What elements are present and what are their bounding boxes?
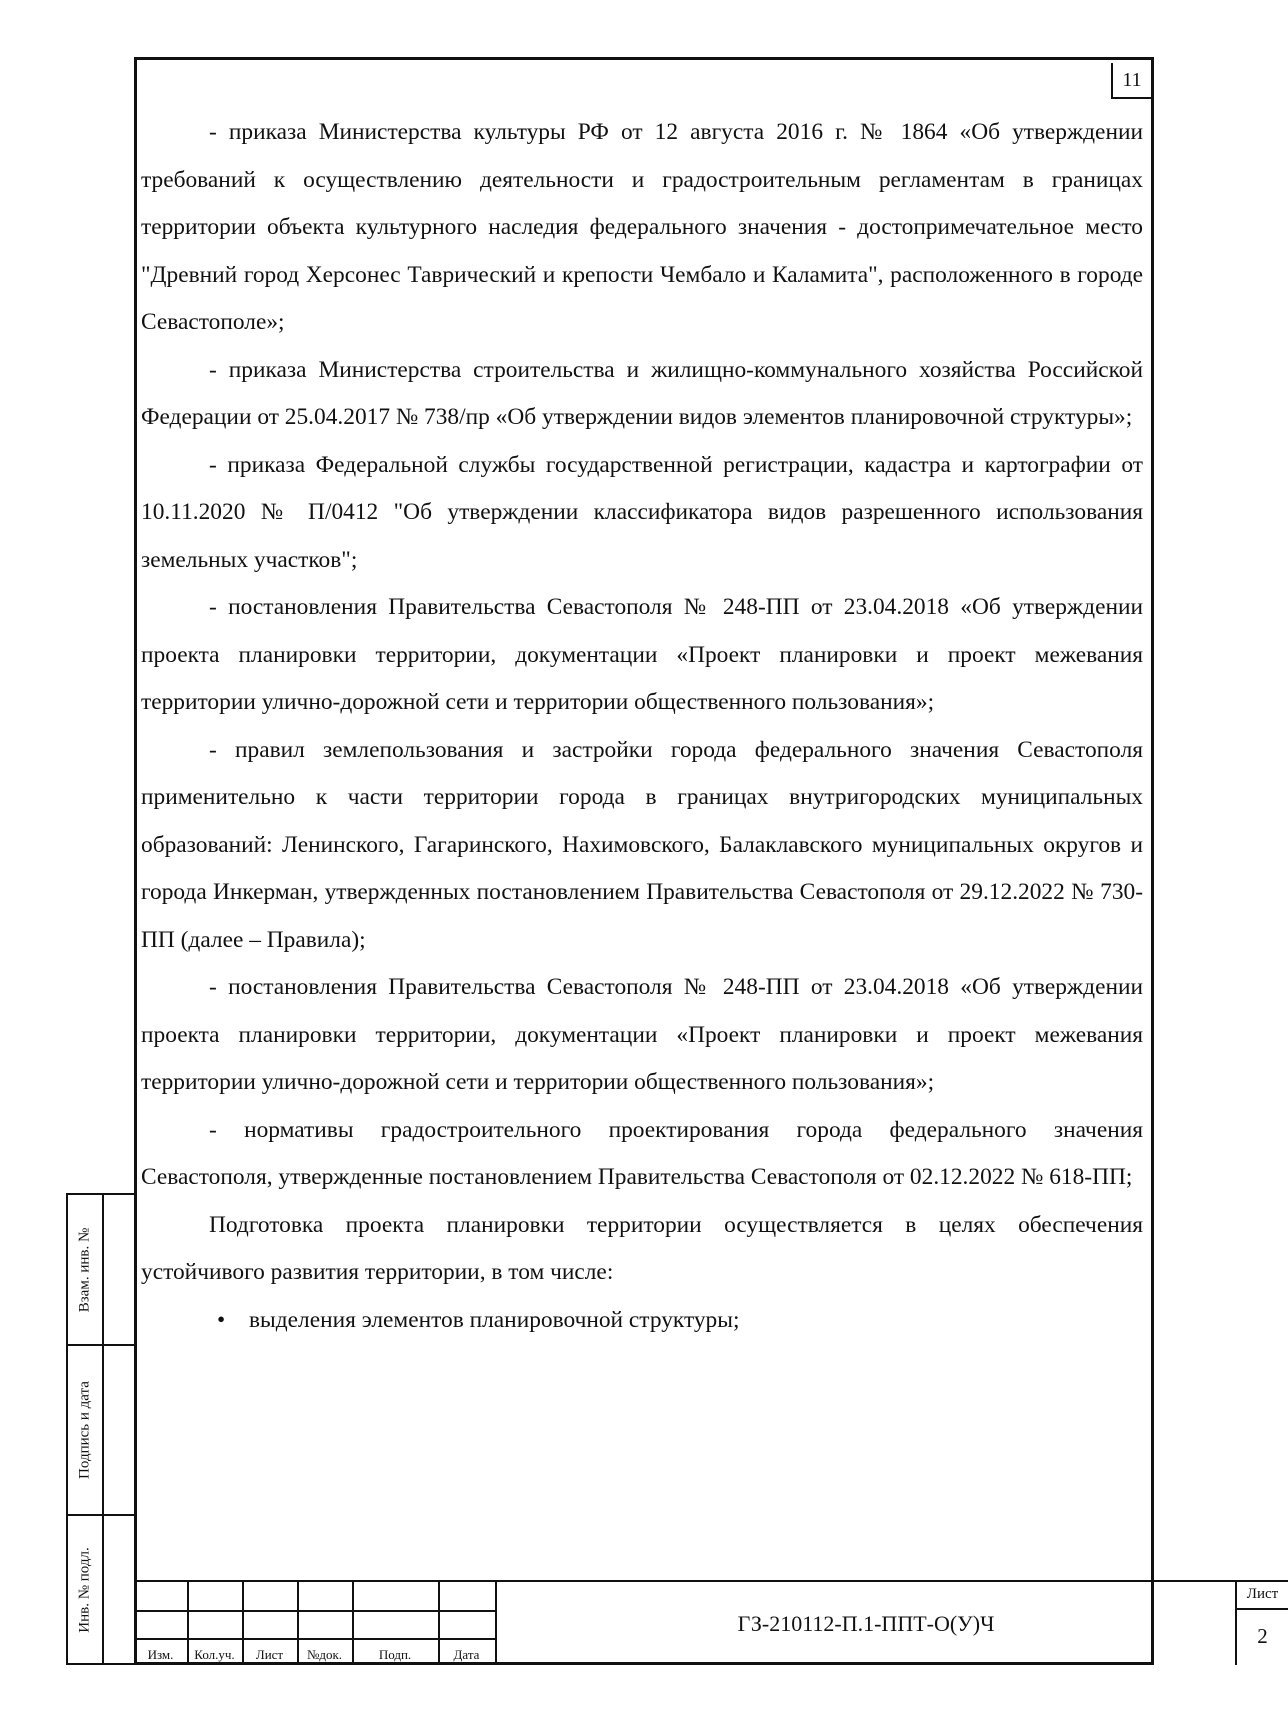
list-item-text: выделения элементов планировочной структуры; bbox=[249, 1306, 740, 1333]
sheet-number: 2 bbox=[1257, 1624, 1268, 1648]
paragraph: - приказа Федеральной службы государственной регистрации, кадастра и картографии от 10.11.2020 № П/0412 "Об утверждении классификатора видов разрешенного использования земельных участков"; bbox=[141, 451, 1143, 573]
revision-table bbox=[134, 1580, 495, 1665]
stamp-value-cell bbox=[102, 1195, 136, 1346]
stamp-value-cell bbox=[102, 1516, 136, 1663]
page-number: 11 bbox=[1111, 63, 1151, 99]
paragraph: - постановления Правительства Севастополя № 248-ПП от 23.04.2018 «Об утверждении проекта планировки территории, документации «Проект планировки и проект межевания территории улично-дорожной сети и территории общественного пользования»; bbox=[141, 974, 1143, 1095]
side-stamp bbox=[66, 1193, 134, 1665]
stamp-label-replacement-inv: Взам. инв. № bbox=[76, 1227, 93, 1312]
paragraph: - приказа Министерства культуры РФ от 12 августа 2016 г. № 1864 «Об утверждении требований к осуществлению деятельности и градостроительным регламентам в границах территории объекта культурного наследия федерального значения - достопримечательное место "Древний город Херсонес Таврический и крепости Чембало и Каламита", расположенного в городе Севастополе»; bbox=[141, 119, 1143, 335]
stamp-cell-original bbox=[68, 1516, 102, 1663]
bullet-icon: • bbox=[217, 1306, 226, 1333]
document-body bbox=[141, 109, 1143, 1344]
paragraph: - приказа Министерства строительства и жилищно-коммунального хозяйства Российской Федерации от 25.04.2017 № 738/пр «Об утверждении видов элементов планировочной структуры»; bbox=[141, 356, 1143, 430]
column-header-doc-number: №док. bbox=[306, 1647, 343, 1662]
paragraph: - постановления Правительства Севастополя № 248-ПП от 23.04.2018 «Об утверждении проекта планировки территории, документации «Проект планировки и проект межевания территории улично-дорожной сети и территории общественного пользования»; bbox=[141, 594, 1143, 715]
paragraph: - правил землепользования и застройки города федерального значения Севастополя применительно к части территории города в границах внутригородских муниципальных образований: Ленинского, Гагаринского, Нахимовского, Балаклавского муниципальных округов и города Инкерман, утвержденных постановлением Правительства Севастополя от 29.12.2022 № 730-ПП (далее – Правила); bbox=[141, 736, 1143, 953]
paragraph: - нормативы градостроительного проектирования города федерального значения Севастополя, утвержденные постановлением Правительства Севастополя от 02.12.2022 № 618-ПП; bbox=[141, 1116, 1143, 1190]
title-block bbox=[134, 1580, 1279, 1665]
column-header-change: Изм. bbox=[147, 1647, 174, 1662]
stamp-cell-replacement bbox=[68, 1195, 102, 1346]
stamp-label-signature-date: Подпись и дата bbox=[76, 1381, 93, 1479]
side-stamp-values bbox=[102, 1195, 136, 1663]
side-stamp-labels bbox=[68, 1195, 104, 1663]
column-header-count: Кол.уч. bbox=[194, 1647, 235, 1662]
stamp-cell-signature bbox=[68, 1346, 102, 1516]
column-header-date: Дата bbox=[453, 1647, 480, 1662]
paragraph: Подготовка проекта планировки территории осуществляется в целях обеспечения устойчивого развития территории, в том числе: bbox=[141, 1211, 1143, 1285]
sheet-box bbox=[1237, 1580, 1288, 1665]
sheet-label: Лист bbox=[1237, 1582, 1288, 1610]
list-item bbox=[141, 1297, 1143, 1345]
column-header-signature: Подп. bbox=[378, 1647, 412, 1662]
document-code: ГЗ-210112-П.1-ППТ-О(У)Ч bbox=[495, 1580, 1237, 1665]
column-header-sheet: Лист bbox=[255, 1647, 284, 1662]
stamp-label-original-inv: Инв. № подл. bbox=[76, 1546, 93, 1633]
stamp-value-cell bbox=[102, 1346, 136, 1516]
